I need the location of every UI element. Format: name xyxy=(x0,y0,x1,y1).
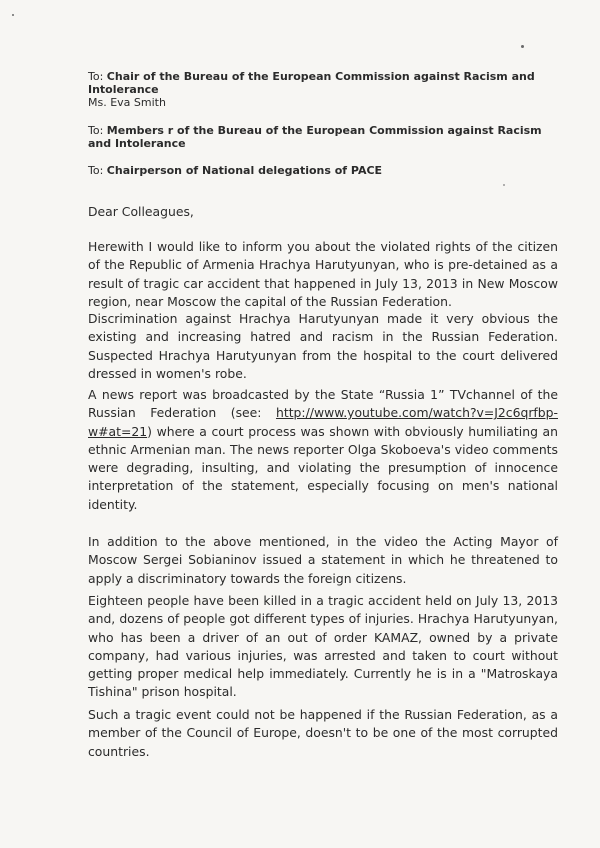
paragraph-1: Herewith I would like to inform you about the violated rights of the citizen of the Republic of Armenia Hrachya Harutyunyan, who is pre-detained as a result of tragic car accident that happened in July 13, 2013 in New Moscow region, near Moscow the capital of the Russian Federation. xyxy=(88,239,558,309)
paragraph-3 xyxy=(88,386,558,514)
paragraph-5: Eighteen people have been killed in a tragic accident held on July 13, 2013 and, dozens of people got different types of injuries. Hrachya Harutyunyan, who has been a driver of an out of order KAMAZ, owned by a private company, had various injuries, was arrested and taken to court without getting proper medical help immediately. Currently he is in a "Matroskaya Tishina" prison hospital. xyxy=(88,593,558,700)
recipient-title: Chairperson of National delegations of PACE xyxy=(106,164,383,177)
paragraph-3-text: A news report was broadcasted by the State “Russia 1” TVchannel of the Russian Federation (see: xyxy=(88,387,558,421)
recipient-3 xyxy=(88,164,558,177)
youtube-link[interactable]: http://www.youtube.com/watch?v=J2c6qrfbp-w#at=21 xyxy=(88,405,558,439)
paragraph-4: In addition to the above mentioned, in the video the Acting Mayor of Moscow Sergei Sobianinov issued a statement in which he threatened to apply a discriminatory towards the foreign citizens. xyxy=(88,534,558,586)
recipient-prefix: To: xyxy=(88,124,107,137)
salutation: Dear Colleagues, xyxy=(88,204,194,219)
paragraph-6: Such a tragic event could not be happened if the Russian Federation, as a member of the Council of Europe, doesn't to be one of the most corrupted countries. xyxy=(88,707,558,759)
recipient-1 xyxy=(88,70,558,109)
scan-speck xyxy=(503,184,505,186)
paragraph-3-text-cont: ) where a court process was shown with obviously humiliating an ethnic Armenian man. The news reporter Olga Skoboeva's video comments were degrading, insulting, and violating the presumption of innocence interpretation of the statement, especially focusing on men's national identity. xyxy=(88,423,558,512)
scan-speck xyxy=(12,14,14,16)
recipient-title: Members r of the Bureau of the European Commission against Racism and Intolerance xyxy=(88,124,542,150)
recipient-2 xyxy=(88,124,558,150)
scan-speck xyxy=(521,45,524,48)
recipient-prefix: To: xyxy=(88,70,107,83)
recipient-prefix: To: xyxy=(88,164,107,177)
recipient-name: Ms. Eva Smith xyxy=(88,96,166,109)
paragraph-2: Discrimination against Hrachya Harutyunyan made it very obvious the existing and increasing hatred and racism in the Russian Federation. Suspected Hrachya Harutyunyan from the hospital to the court delivered dressed in women's robe. xyxy=(88,311,558,381)
recipient-title: Chair of the Bureau of the European Commission against Racism and Intolerance xyxy=(88,70,535,96)
